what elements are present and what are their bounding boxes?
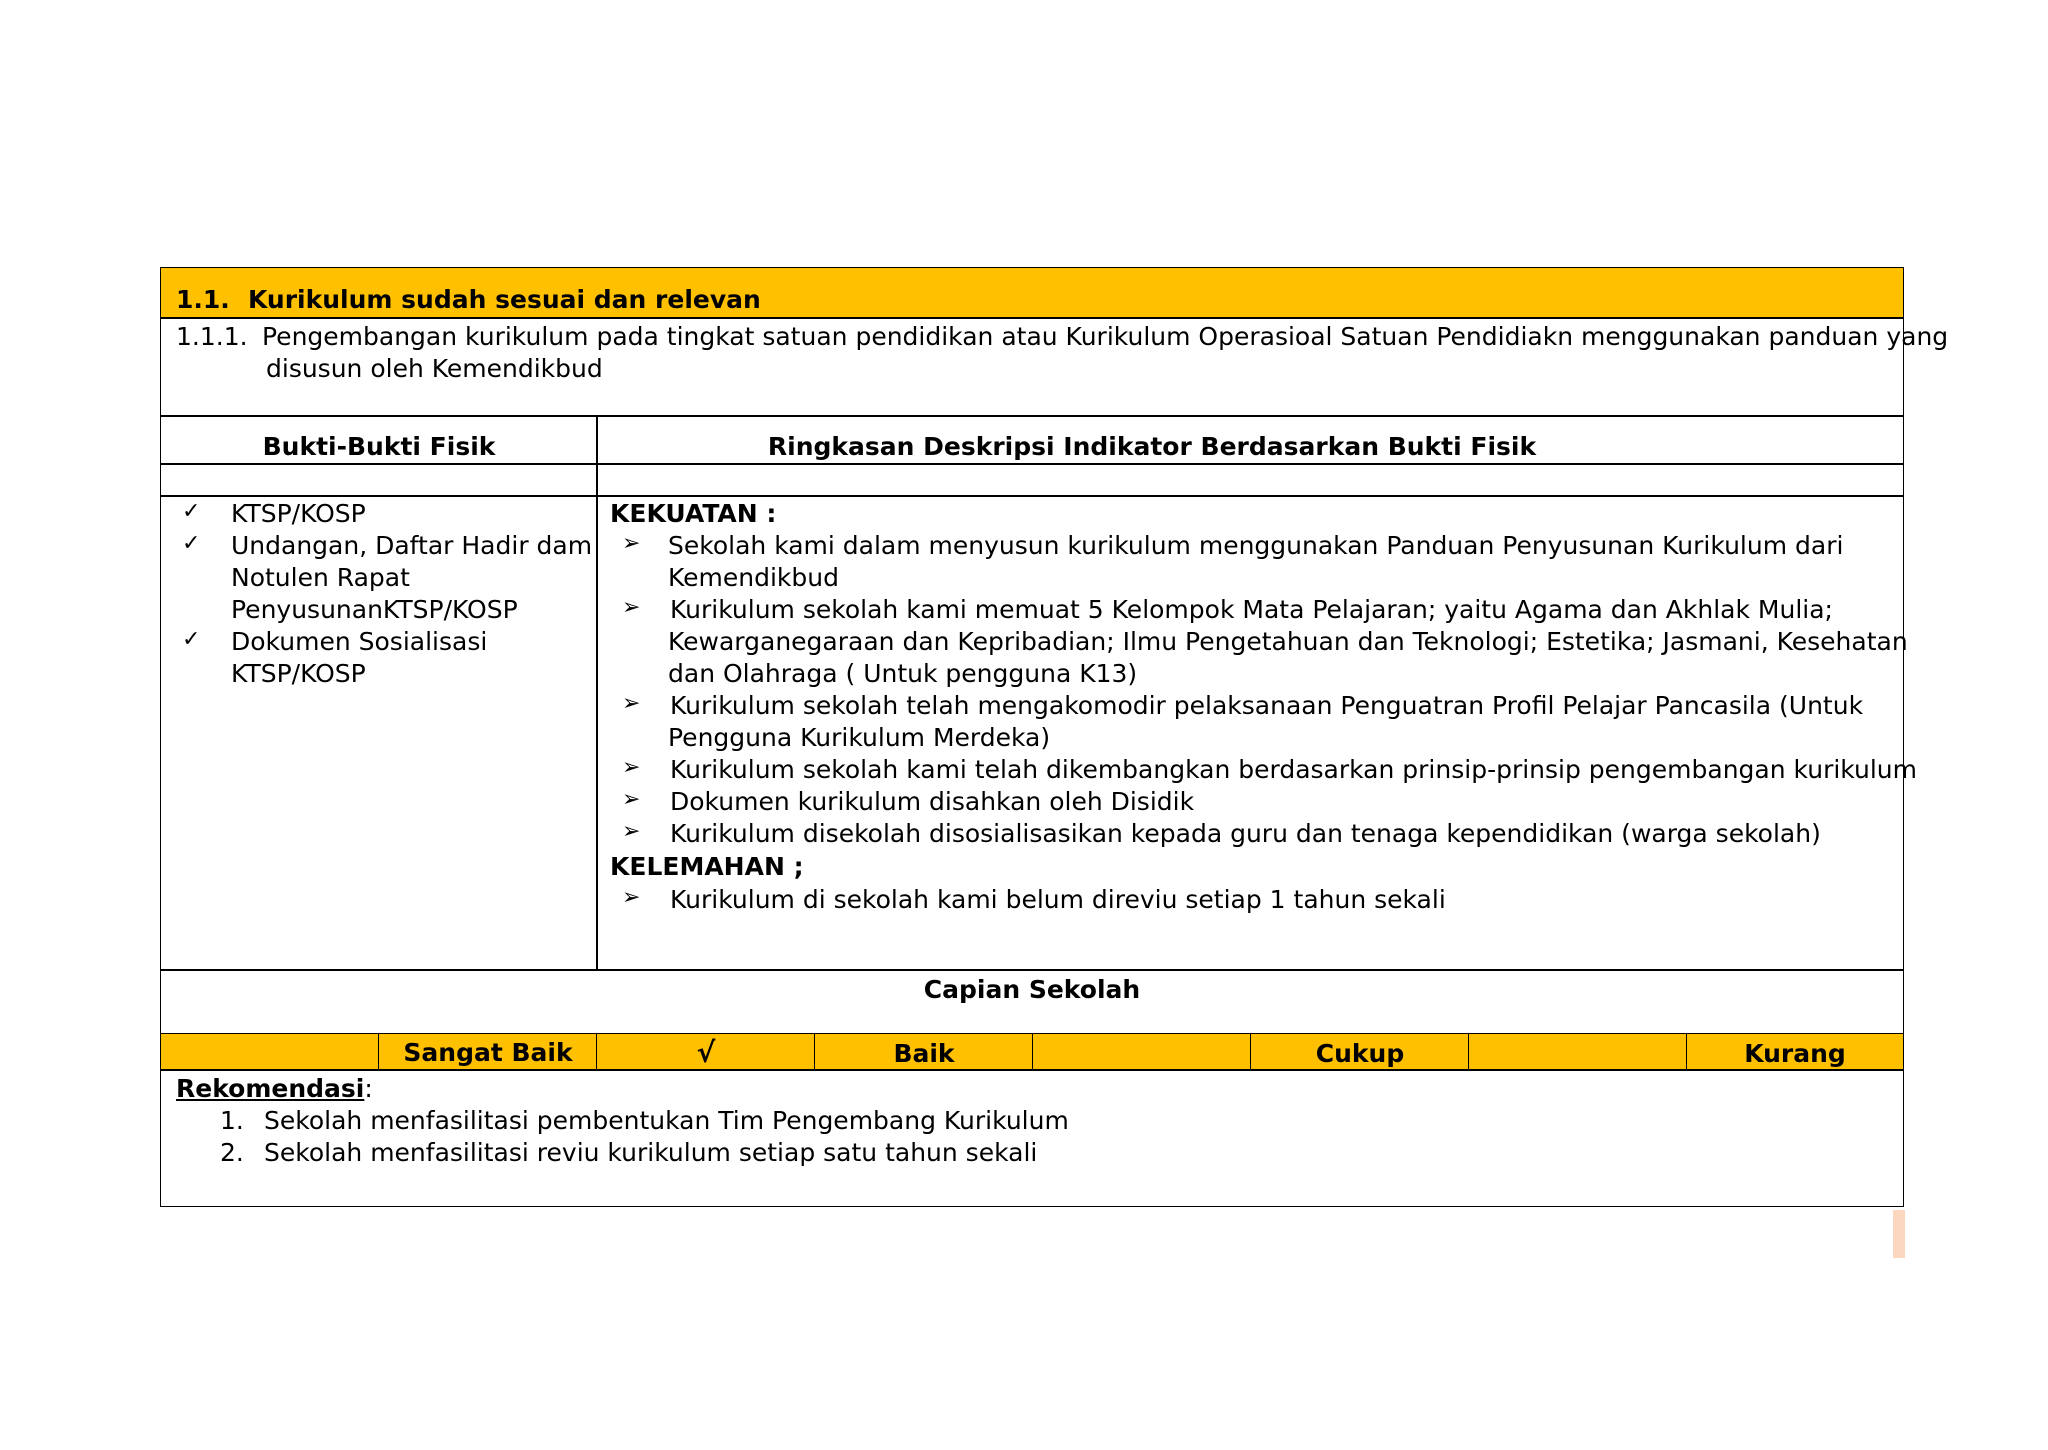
checkmark-icon: ✓ (182, 531, 201, 556)
indicator-text-line2: disusun oleh Kemendikbud (266, 354, 603, 383)
evidence-item-2-line1: Undangan, Daftar Hadir dam (231, 531, 593, 560)
strength-4: Kurikulum sekolah kami telah dikembangkan berdasarkan prinsip-prinsip pengembangan kurikulum (670, 755, 1917, 784)
arrow-bullet-icon: ➢ (622, 787, 641, 812)
rating-sangat-baik: Sangat Baik (403, 1038, 573, 1067)
strength-2-line3: dan Olahraga ( Untuk pengguna K13) (668, 659, 1138, 688)
side-mark (1893, 1210, 1905, 1258)
strength-1-line1: Sekolah kami dalam menyusun kurikulum menggunakan Panduan Penyusunan Kurikulum dari (668, 531, 1844, 560)
evidence-item-3-line2: KTSP/KOSP (231, 659, 366, 688)
spacer-cell-right (596, 463, 1904, 497)
recommendation-label: Rekomendasi (176, 1074, 365, 1103)
strength-3-line2: Pengguna Kurikulum Merdeka) (668, 723, 1051, 752)
recommendation-colon: : (364, 1074, 373, 1103)
strength-2-line2: Kewarganegaraan dan Kepribadian; Ilmu Pengetahuan dan Teknologi; Estetika; Jasmani, Kesehatan (668, 627, 1908, 656)
strength-1-line2: Kemendikbud (668, 563, 839, 592)
evidence-item-2-line3: PenyusunanKTSP/KOSP (231, 595, 518, 624)
rating-cell-baik-mark (1032, 1033, 1252, 1071)
achievement-title: Capian Sekolah (923, 975, 1141, 1004)
checkmark-icon: ✓ (182, 499, 201, 524)
strength-2-line1: Kurikulum sekolah kami memuat 5 Kelompok Mata Pelajaran; yaitu Agama dan Akhlak Mulia; (670, 595, 1833, 624)
rating-kurang: Kurang (1744, 1039, 1846, 1068)
recommendation-1-number: 1. (220, 1106, 244, 1135)
arrow-bullet-icon: ➢ (622, 885, 641, 910)
column-header-right-label: Ringkasan Deskripsi Indikator Berdasarkan Bukti Fisik (767, 432, 1537, 461)
recommendation-1: Sekolah menfasilitasi pembentukan Tim Pengembang Kurikulum (264, 1106, 1069, 1135)
rating-cukup: Cukup (1315, 1039, 1405, 1068)
rating-baik: Baik (893, 1039, 955, 1068)
recommendation-2: Sekolah menfasilitasi reviu kurikulum setiap satu tahun sekali (264, 1138, 1038, 1167)
evidence-item-2-line2: Notulen Rapat (231, 563, 410, 592)
rating-sangat-baik-checkmark: √ (696, 1036, 716, 1069)
rating-cell-cukup-mark (1468, 1033, 1688, 1071)
arrow-bullet-icon: ➢ (622, 531, 641, 556)
section-number: 1.1. (176, 285, 230, 314)
section-title: Kurikulum sudah sesuai dan relevan (248, 285, 761, 314)
strengths-heading: KEKUATAN : (610, 499, 777, 528)
indicator-number: 1.1.1. (176, 322, 248, 351)
arrow-bullet-icon: ➢ (622, 691, 641, 716)
checkmark-icon: ✓ (182, 627, 201, 652)
recommendation-heading (176, 1073, 373, 1105)
weaknesses-heading: KELEMAHAN ; (610, 852, 804, 881)
arrow-bullet-icon: ➢ (622, 755, 641, 780)
strength-6: Kurikulum disekolah disosialisasikan kepada guru dan tenaga kependidikan (warga sekolah) (670, 819, 1821, 848)
strength-5: Dokumen kurikulum disahkan oleh Disidik (670, 787, 1195, 816)
spacer-cell-left (160, 463, 598, 497)
evidence-item-3-line1: Dokumen Sosialisasi (231, 627, 488, 656)
column-header-left-label: Bukti-Bukti Fisik (262, 432, 496, 461)
evidence-item-1: KTSP/KOSP (231, 499, 366, 528)
weakness-1: Kurikulum di sekolah kami belum direviu setiap 1 tahun sekali (670, 885, 1446, 914)
arrow-bullet-icon: ➢ (622, 595, 641, 620)
arrow-bullet-icon: ➢ (622, 819, 641, 844)
rating-cell-0 (160, 1033, 380, 1071)
recommendation-2-number: 2. (220, 1138, 244, 1167)
strength-3-line1: Kurikulum sekolah telah mengakomodir pelaksanaan Penguatran Profil Pelajar Pancasila (Untuk (670, 691, 1864, 720)
indicator-text-line1: Pengembangan kurikulum pada tingkat satuan pendidikan atau Kurikulum Operasioal Satuan Pendidiakn menggunakan panduan yang (262, 322, 1949, 351)
